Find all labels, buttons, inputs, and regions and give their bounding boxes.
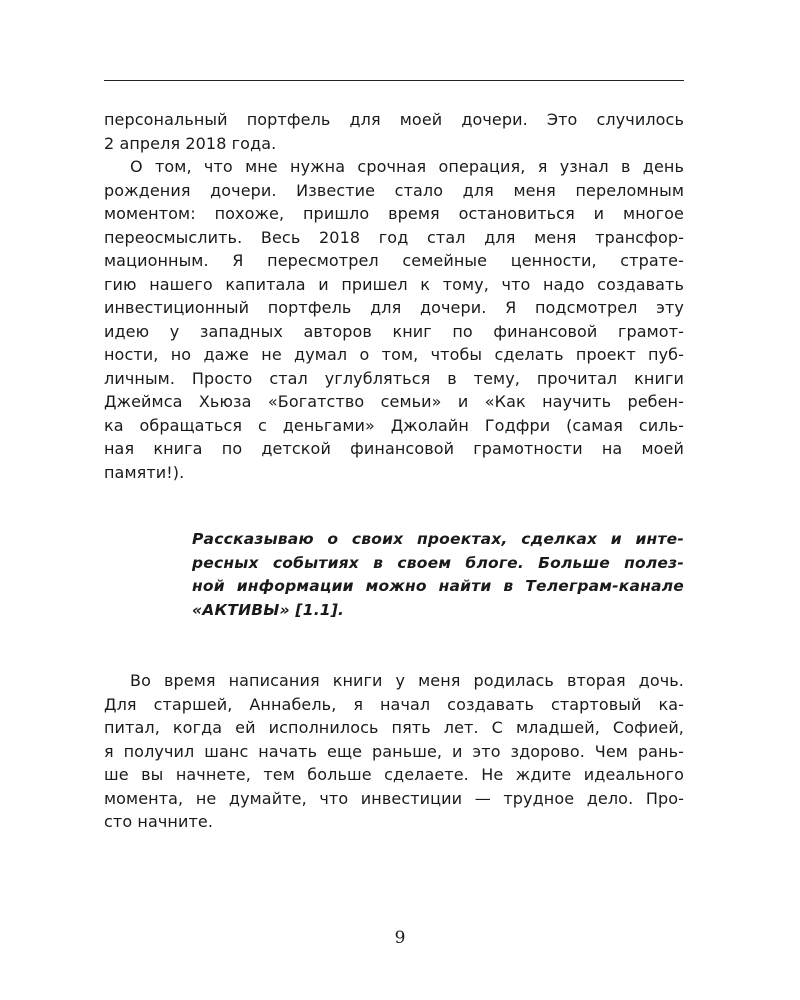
- text-line: моментом: похоже, пришло время остановиться и многое: [104, 204, 684, 223]
- text-line: идею у западных авторов книг по финансовой грамот-: [104, 321, 684, 341]
- text-line: мационным. Я пересмотрел семейные ценности, страте-: [104, 251, 684, 270]
- text-line: момента, не думайте, что инвестиции — трудное дело. Про-: [104, 788, 684, 808]
- callout-line: ной информации можно найти в Телеграм-канале: [192, 577, 684, 595]
- text-line: Для старшей, Аннабель, я начал создавать стартовый ка-: [104, 694, 684, 714]
- paragraph-operation: [104, 155, 684, 484]
- text-line: я получил шанс начать еще раньше, и это здорово. Чем рань-: [104, 741, 684, 761]
- text-line: инвестиционный портфель для дочери. Я подсмотрел эту: [104, 298, 684, 317]
- text-line: Джеймса Хьюза «Богатство семьи» и «Как научить ребен-: [104, 392, 684, 411]
- text-line: питал, когда ей исполнилось пять лет. С младшей, Софией,: [104, 718, 684, 737]
- text-line: О том, что мне нужна срочная операция, я узнал в день: [130, 157, 684, 176]
- text-line: ше вы начнете, тем больше сделаете. Не ждите идеального: [104, 765, 684, 784]
- text-line: Во время написания книги у меня родилась вторая дочь.: [130, 671, 684, 690]
- text-line: ности, но даже не думал о том, чтобы сделать проект пуб-: [104, 345, 684, 364]
- callout-line: Рассказываю о своих проектах, сделках и инте-: [192, 530, 684, 548]
- text-line: ка обращаться с деньгами» Джолайн Годфри (самая силь-: [104, 415, 684, 435]
- header-rule: [104, 80, 684, 81]
- text-line: личным. Просто стал углубляться в тему, прочитал книги: [104, 368, 684, 388]
- page-number: 9: [394, 928, 406, 948]
- text-line: переосмыслить. Весь 2018 год стал для меня трансфор-: [104, 227, 684, 247]
- text-line: персональный портфель для моей дочери. Это случилось: [104, 110, 684, 129]
- text-line: памяти!).: [104, 462, 185, 482]
- text-line: гию нашего капитала и пришел к тому, что надо создавать: [104, 274, 684, 294]
- text-line: рождения дочери. Известие стало для меня переломным: [104, 180, 684, 200]
- callout-note: [192, 528, 684, 622]
- callout-line: ресных событиях в своем блоге. Больше полез-: [192, 553, 684, 572]
- paragraph-continuation: [104, 108, 684, 155]
- text-line: ная книга по детской финансовой грамотности на моей: [104, 439, 684, 458]
- callout-line: «АКТИВЫ» [1.1].: [192, 600, 345, 619]
- paragraph-second-daughter: [104, 669, 684, 834]
- text-line: 2 апреля 2018 года.: [104, 133, 277, 153]
- text-line: сто начните.: [104, 812, 214, 831]
